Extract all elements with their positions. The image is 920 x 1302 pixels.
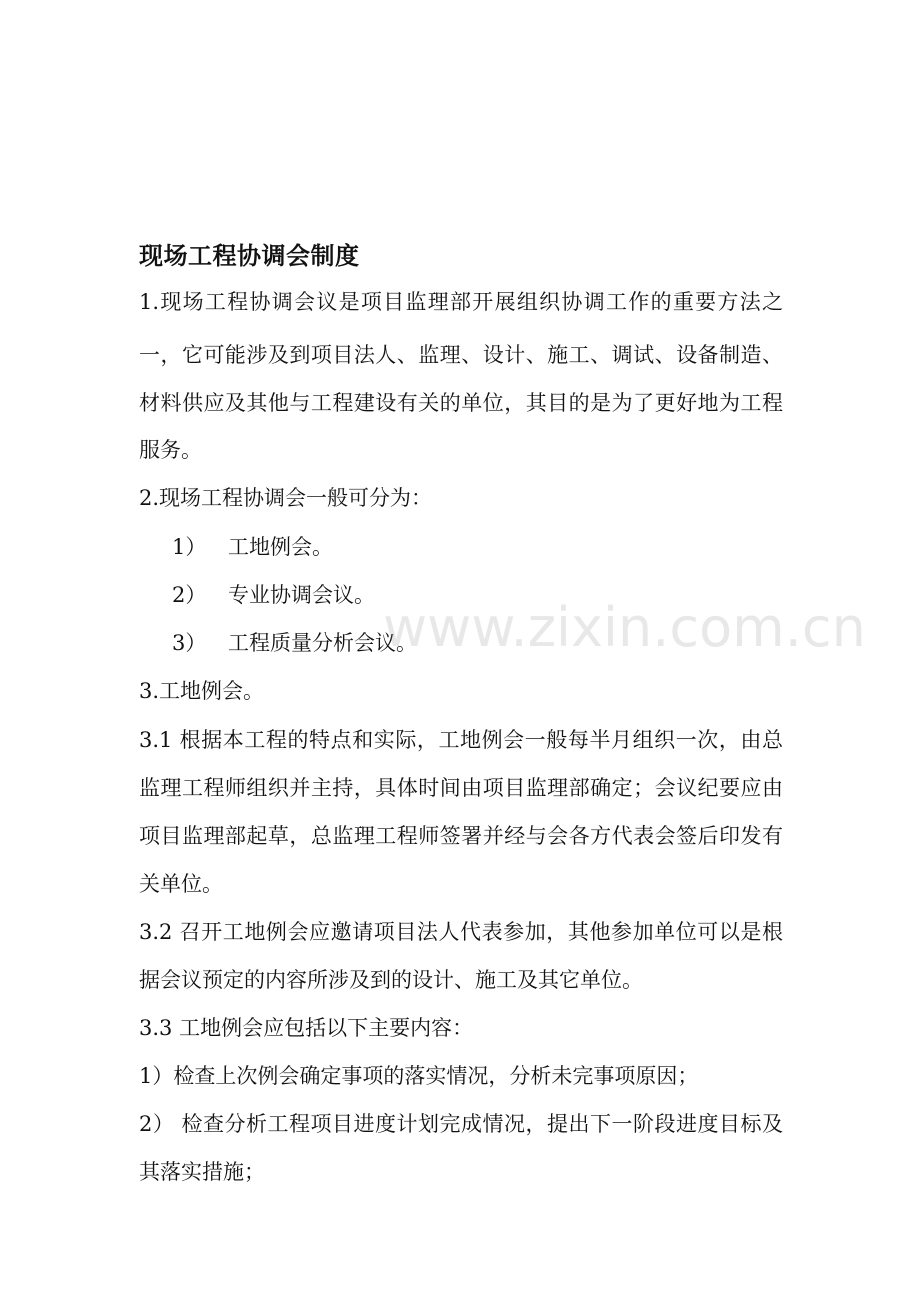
list-item-text: 工地例会。 (228, 535, 333, 559)
section-heading: 3.工地例会。 (139, 679, 265, 703)
paragraph-line: 材料供应及其他与工程建设有关的单位，其目的是为了更好地为工程 (139, 391, 783, 415)
list-item-text: 工程质量分析会议。 (228, 631, 417, 655)
paragraph-line: 1.现场工程协调会议是项目监理部开展组织协调工作的重要方法之 (139, 290, 783, 314)
document-title: 现场工程协调会制度 (139, 242, 360, 270)
paragraph-line: 关单位。 (139, 872, 223, 896)
paragraph-line: 2） 检查分析工程项目进度计划完成情况，提出下一阶段进度目标及 (139, 1112, 783, 1136)
list-item-number: 2） (172, 583, 207, 607)
paragraph-line: 一，它可能涉及到项目法人、监理、设计、施工、调试、设备制造、 (139, 343, 783, 367)
list-item-number: 1） (172, 535, 207, 559)
watermark: www.zixin.com.cn (383, 596, 866, 659)
paragraph-line: 1）检查上次例会确定事项的落实情况，分析未完事项原因； (139, 1064, 699, 1088)
paragraph-line: 3.1 根据本工程的特点和实际，工地例会一般每半月组织一次，由总 (139, 728, 783, 752)
paragraph-line: 据会议预定的内容所涉及到的设计、施工及其它单位。 (139, 968, 643, 992)
paragraph-line: 监理工程师组织并主持，具体时间由项目监理部确定；会议纪要应由 (139, 776, 783, 800)
paragraph-line: 3.3 工地例会应包括以下主要内容： (139, 1016, 474, 1040)
paragraph-line: 3.2 召开工地例会应邀请项目法人代表参加，其他参加单位可以是根 (139, 920, 783, 944)
list-item-number: 3） (172, 631, 207, 655)
paragraph-line: 服务。 (139, 438, 202, 462)
paragraph-line: 项目监理部起草，总监理工程师签署并经与会各方代表会签后印发有 (139, 824, 783, 848)
paragraph-line: 其落实措施； (139, 1160, 265, 1184)
section-heading: 2.现场工程协调会一般可分为： (139, 486, 433, 510)
list-item-text: 专业协调会议。 (228, 583, 375, 607)
